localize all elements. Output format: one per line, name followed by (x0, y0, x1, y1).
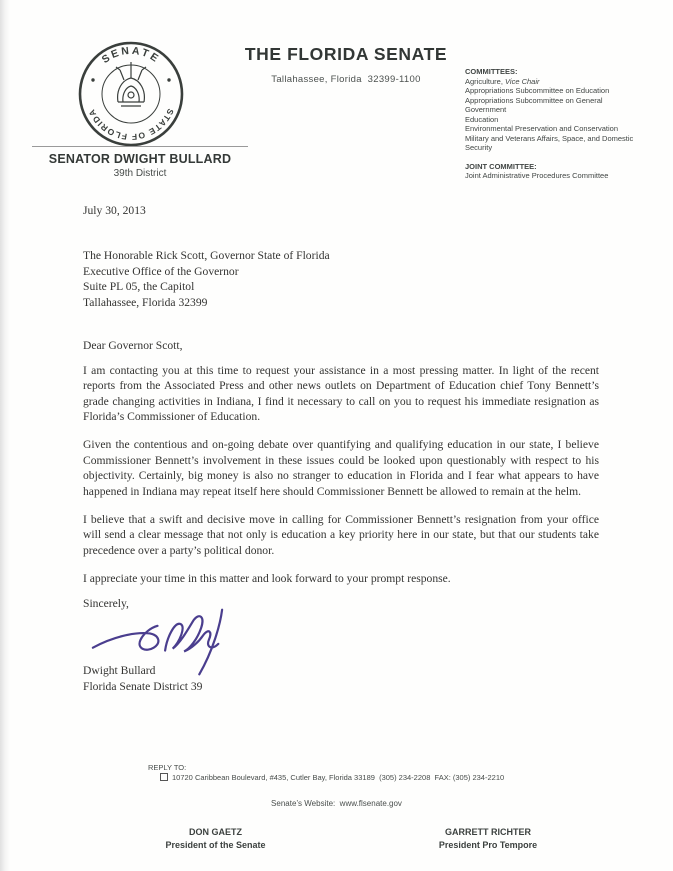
joint-committee-item: Joint Administrative Procedures Committee (465, 171, 609, 181)
salutation: Dear Governor Scott, (83, 339, 183, 353)
senate-website-line: Senate’s Website: www.flsenate.gov (271, 799, 402, 808)
paragraph: I am contacting you at this time to request your assistance in a most pressing matter. In light of the recent reports from the Associated Press and other news outlets on Department of Education chief Tony Bennett’s grade changing activities in Indiana, I find it necessary to call on you to request his immediate resignation as Florida’s Commissioner of Education. (83, 363, 599, 424)
official-pro-tempore (393, 826, 583, 851)
signer-name: Dwight Bullard (83, 664, 156, 678)
seal-top-text: SENATE (99, 44, 163, 66)
page-edge-shadow (0, 0, 10, 871)
official-title: President Pro Tempore (438, 839, 538, 850)
letter-body (83, 203, 599, 694)
seal-crest-icon (116, 62, 146, 106)
reply-address: 10720 Caribbean Boulevard, #435, Cutler Bay, Florida 33189 (305) 234-2208 FAX: (305) 234-2210 (172, 773, 505, 783)
closing: Sincerely, (83, 596, 129, 610)
florida-senate-seal-icon (76, 38, 186, 150)
recipient-line: Executive Office of the Governor (83, 264, 239, 278)
official-name: DON GAETZ (189, 827, 242, 837)
committee-item: Military and Veterans Affairs, Space, and Domestic Security (465, 133, 634, 153)
official-name: GARRETT RICHTER (445, 827, 531, 837)
reply-address-line (148, 773, 504, 783)
committee-name: Agriculture, (465, 76, 506, 86)
reply-to-label: REPLY TO: (148, 763, 187, 772)
committee-item: Environmental Preservation and Conservation (465, 124, 618, 134)
signature-image (91, 607, 599, 663)
joint-committee-heading: JOINT COMMITTEE: (465, 161, 537, 171)
committees-block (465, 67, 637, 181)
page-title: THE FLORIDA SENATE (244, 44, 448, 64)
committee-item: Education (465, 114, 499, 124)
recipient-line: The Honorable Rick Scott, Governor State of Florida (83, 249, 330, 263)
letter-date: July 30, 2013 (83, 204, 146, 217)
paragraph: Given the contentious and on-going debate over quantifying and qualifying education in our state, I believe Commissioner Bennett’s involvement in these issues could be looked upon questionably with respect to his objectivity. Certainly, big money is also no stranger to education in Florida and I fear what appears to have happened in Indiana may repeat itself here should Commissioner Bennett be allowed to remain at the helm. (83, 438, 599, 498)
committees-heading: COMMITTEES: (465, 67, 518, 76)
masthead (186, 44, 506, 85)
official-president (118, 826, 313, 851)
committee-item: Appropriations Subcommittee on Education (465, 86, 610, 96)
reply-to-block (148, 763, 504, 783)
closing-line: I appreciate your time in this matter and look forward to your prompt response. (83, 572, 451, 586)
committee-item (465, 77, 637, 87)
senator-name: SENATOR DWIGHT BULLARD (48, 152, 232, 166)
signer-title: Florida Senate District 39 (83, 679, 203, 693)
committee-role: Vice Chair (505, 76, 540, 86)
committee-item: Appropriations Subcommittee on General Government (465, 95, 603, 115)
masthead-address: Tallahassee, Florida 32399-1100 (271, 74, 421, 85)
senator-district: 39th District (113, 168, 167, 179)
checkbox-icon (160, 773, 168, 781)
recipient-address (83, 248, 599, 310)
seal-bottom-text: STATE OF FLORIDA (86, 107, 176, 143)
svg-text:STATE OF FLORIDA (86, 107, 176, 142)
paragraph: I believe that a swift and decisive move in calling for Commissioner Bennett’s resignation from your office will send a clear message that not only is education a key priority here in our state, but that our students take precedence over a party’s political donor. (83, 513, 599, 557)
recipient-line: Tallahassee, Florida 32399 (83, 295, 208, 309)
senator-block (32, 146, 248, 179)
official-title: President of the Senate (165, 839, 266, 850)
recipient-line: Suite PL 05, the Capitol (83, 280, 195, 294)
